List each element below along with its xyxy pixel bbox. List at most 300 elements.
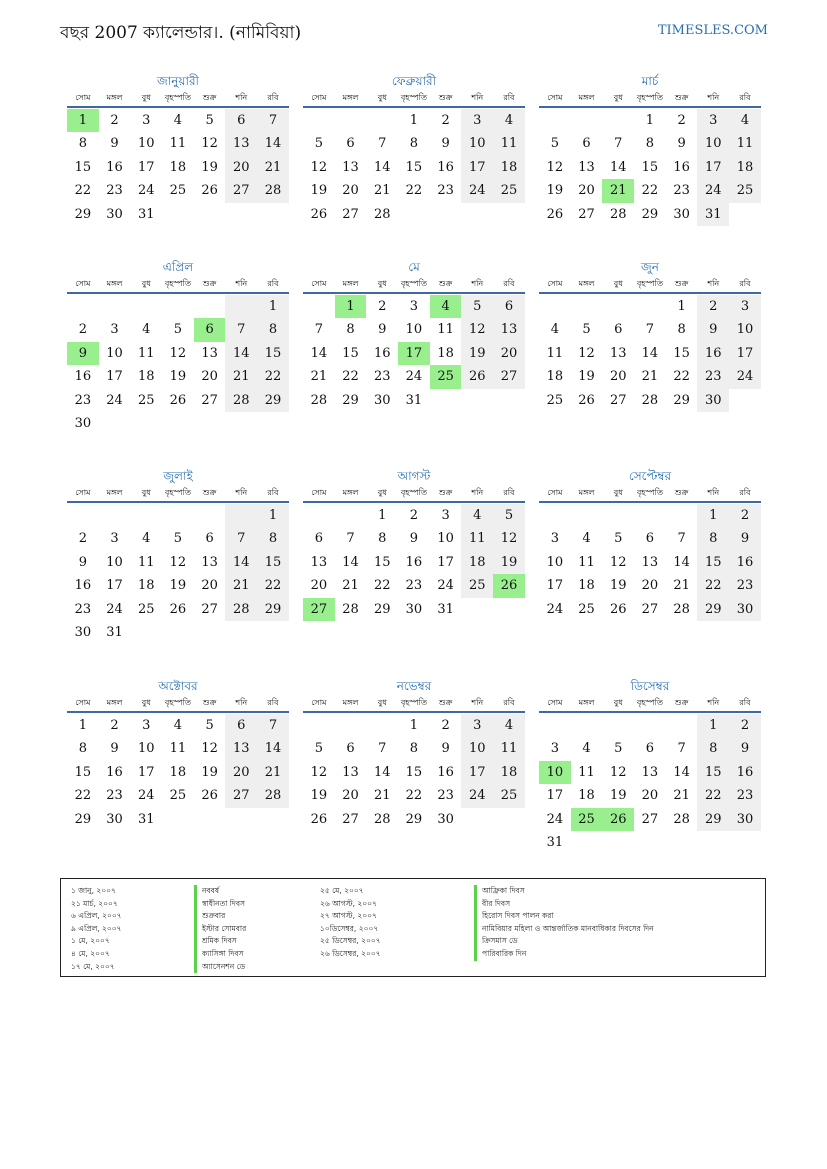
day-cell[interactable]: 27 [225,179,257,202]
day-cell[interactable]: 24 [697,179,729,202]
day-cell[interactable]: 16 [697,342,729,365]
day-cell[interactable]: 7 [645,322,655,338]
day-cell[interactable]: 14 [373,159,391,175]
day-cell[interactable]: 26 [602,808,634,831]
day-cell[interactable]: 27 [641,601,659,617]
day-cell[interactable]: 24 [106,392,123,408]
day-cell[interactable]: 6 [225,109,257,132]
day-cell[interactable]: 12 [493,527,525,550]
day-cell[interactable]: 22 [74,183,92,199]
day-cell[interactable]: 9 [110,741,119,757]
day-cell[interactable]: 4 [493,109,525,132]
day-cell[interactable]: 17 [437,554,454,570]
day-cell[interactable]: 13 [201,554,218,570]
day-cell[interactable]: 17 [137,764,155,780]
day-cell[interactable]: 11 [493,737,525,760]
day-cell[interactable]: 30 [673,206,690,222]
day-cell[interactable]: 23 [673,183,690,199]
day-cell[interactable]: 25 [493,179,525,202]
day-cell[interactable]: 24 [546,811,564,827]
day-cell[interactable]: 19 [609,578,627,594]
day-cell[interactable]: 31 [546,834,564,850]
day-cell[interactable]: 17 [106,369,123,385]
day-cell[interactable]: 25 [169,788,187,804]
day-cell[interactable]: 21 [673,788,690,804]
day-cell[interactable]: 18 [169,159,187,175]
day-cell[interactable]: 13 [225,737,257,760]
day-cell[interactable]: 19 [310,788,328,804]
day-cell[interactable]: 17 [106,578,123,594]
day-cell[interactable]: 21 [342,578,359,594]
day-cell[interactable]: 10 [137,741,155,757]
day-cell[interactable]: 4 [582,741,591,757]
day-cell[interactable]: 1 [257,504,289,527]
day-cell[interactable]: 31 [405,392,423,408]
day-cell[interactable]: 25 [430,365,462,388]
day-cell[interactable]: 12 [310,159,328,175]
day-cell[interactable]: 28 [342,601,359,617]
day-cell[interactable]: 29 [673,392,690,408]
day-cell[interactable]: 19 [493,551,525,574]
day-cell[interactable]: 9 [78,554,87,570]
day-cell[interactable]: 30 [74,415,92,431]
day-cell[interactable]: 27 [342,206,359,222]
day-cell[interactable]: 11 [137,345,155,361]
day-cell[interactable]: 15 [74,159,92,175]
day-cell[interactable]: 15 [74,764,92,780]
day-cell[interactable]: 6 [225,714,257,737]
day-cell[interactable]: 19 [310,183,328,199]
day-cell[interactable]: 14 [641,345,659,361]
day-cell[interactable]: 20 [225,761,257,784]
day-cell[interactable]: 11 [578,554,595,570]
day-cell[interactable]: 4 [430,295,462,318]
day-cell[interactable]: 25 [137,601,155,617]
day-cell[interactable]: 13 [225,132,257,155]
day-cell[interactable]: 7 [677,741,686,757]
day-cell[interactable]: 31 [437,601,454,617]
day-cell[interactable]: 17 [137,159,155,175]
day-cell[interactable]: 5 [550,136,559,152]
day-cell[interactable]: 5 [493,504,525,527]
day-cell[interactable]: 17 [461,761,493,784]
day-cell[interactable]: 10 [729,318,761,341]
day-cell[interactable]: 20 [641,578,659,594]
day-cell[interactable]: 5 [614,531,623,547]
day-cell[interactable]: 22 [641,183,659,199]
day-cell[interactable]: 17 [697,156,729,179]
day-cell[interactable]: 31 [137,206,155,222]
day-cell[interactable]: 28 [641,392,659,408]
day-cell[interactable]: 2 [441,718,450,733]
day-cell[interactable]: 26 [546,206,564,222]
day-cell[interactable]: 11 [729,132,761,155]
day-cell[interactable]: 2 [110,113,119,128]
day-cell[interactable]: 16 [437,764,454,780]
day-cell[interactable]: 7 [378,741,387,757]
day-cell[interactable]: 22 [697,574,729,597]
day-cell[interactable]: 22 [697,784,729,807]
day-cell[interactable]: 13 [201,345,218,361]
day-cell[interactable]: 23 [437,788,454,804]
day-cell[interactable]: 8 [346,322,355,338]
day-cell[interactable]: 9 [441,136,450,152]
day-cell[interactable]: 3 [550,741,559,757]
day-cell[interactable]: 27 [641,811,659,827]
day-cell[interactable]: 5 [205,113,214,128]
day-cell[interactable]: 15 [405,159,423,175]
day-cell[interactable]: 5 [314,136,323,152]
day-cell[interactable]: 9 [409,531,419,547]
day-cell[interactable]: 28 [257,179,289,202]
day-cell[interactable]: 4 [582,531,591,547]
day-cell[interactable]: 1 [378,508,387,523]
day-cell[interactable]: 19 [201,159,218,175]
day-cell[interactable]: 20 [641,788,659,804]
day-cell[interactable]: 12 [578,345,595,361]
day-cell[interactable]: 22 [257,574,289,597]
day-cell[interactable]: 3 [142,113,151,128]
day-cell[interactable]: 23 [106,788,123,804]
day-cell[interactable]: 10 [437,531,454,547]
day-cell[interactable]: 3 [110,531,119,547]
day-cell[interactable]: 8 [257,318,289,341]
day-cell[interactable]: 26 [493,574,525,597]
day-cell[interactable]: 13 [310,554,328,570]
day-cell[interactable]: 16 [673,159,690,175]
day-cell[interactable]: 10 [137,136,155,152]
day-cell[interactable]: 11 [461,527,493,550]
day-cell[interactable]: 21 [225,365,257,388]
day-cell[interactable]: 25 [578,601,595,617]
day-cell[interactable]: 30 [373,392,391,408]
day-cell[interactable]: 31 [697,203,729,226]
day-cell[interactable]: 1 [697,504,729,527]
day-cell[interactable]: 8 [677,322,686,338]
day-cell[interactable]: 17 [461,156,493,179]
day-cell[interactable]: 1 [257,295,289,318]
day-cell[interactable]: 13 [609,345,627,361]
day-cell[interactable]: 20 [225,156,257,179]
day-cell[interactable]: 10 [697,132,729,155]
day-cell[interactable]: 2 [677,113,686,128]
day-cell[interactable]: 5 [205,718,214,733]
day-cell[interactable]: 6 [582,136,591,152]
day-cell[interactable]: 11 [493,132,525,155]
day-cell[interactable]: 19 [546,183,564,199]
day-cell[interactable]: 5 [173,531,183,547]
day-cell[interactable]: 28 [673,601,690,617]
day-cell[interactable]: 11 [169,136,187,152]
day-cell[interactable]: 12 [609,554,627,570]
day-cell[interactable]: 1 [335,295,367,318]
day-cell[interactable]: 8 [645,136,655,152]
day-cell[interactable]: 11 [169,741,187,757]
day-cell[interactable]: 11 [137,554,155,570]
day-cell[interactable]: 15 [697,551,729,574]
day-cell[interactable]: 18 [169,764,187,780]
day-cell[interactable]: 6 [645,741,655,757]
day-cell[interactable]: 1 [67,109,99,132]
day-cell[interactable]: 30 [74,624,92,640]
day-cell[interactable]: 25 [546,392,564,408]
day-cell[interactable]: 13 [578,159,595,175]
day-cell[interactable]: 12 [169,554,187,570]
day-cell[interactable]: 29 [373,601,391,617]
day-cell[interactable]: 29 [74,811,92,827]
day-cell[interactable]: 16 [373,345,391,361]
day-cell[interactable]: 23 [729,574,761,597]
day-cell[interactable]: 29 [697,598,729,621]
day-cell[interactable]: 22 [673,369,690,385]
day-cell[interactable]: 20 [493,342,525,365]
day-cell[interactable]: 2 [378,299,387,314]
day-cell[interactable]: 7 [378,136,387,152]
day-cell[interactable]: 28 [310,392,328,408]
day-cell[interactable]: 17 [546,578,564,594]
day-cell[interactable]: 30 [697,389,729,412]
day-cell[interactable]: 9 [677,136,686,152]
day-cell[interactable]: 21 [257,156,289,179]
day-cell[interactable]: 25 [571,808,603,831]
day-cell[interactable]: 30 [437,811,454,827]
day-cell[interactable]: 28 [609,206,627,222]
day-cell[interactable]: 20 [578,183,595,199]
day-cell[interactable]: 4 [173,113,183,128]
day-cell[interactable]: 2 [78,531,87,547]
day-cell[interactable]: 18 [461,551,493,574]
day-cell[interactable]: 10 [106,554,123,570]
day-cell[interactable]: 25 [169,183,187,199]
day-cell[interactable]: 22 [373,578,391,594]
day-cell[interactable]: 22 [342,369,359,385]
day-cell[interactable]: 1 [78,718,87,733]
day-cell[interactable]: 19 [201,764,218,780]
day-cell[interactable]: 24 [137,788,155,804]
day-cell[interactable]: 25 [137,392,155,408]
day-cell[interactable]: 12 [609,764,627,780]
day-cell[interactable]: 30 [106,206,123,222]
day-cell[interactable]: 15 [373,554,391,570]
day-cell[interactable]: 15 [405,764,423,780]
day-cell[interactable]: 2 [409,508,419,523]
day-cell[interactable]: 18 [137,369,155,385]
day-cell[interactable]: 28 [673,811,690,827]
day-cell[interactable]: 26 [609,601,627,617]
day-cell[interactable]: 30 [729,808,761,831]
day-cell[interactable]: 7 [257,109,289,132]
day-cell[interactable]: 12 [201,741,218,757]
day-cell[interactable]: 18 [578,578,595,594]
day-cell[interactable]: 10 [546,554,564,570]
day-cell[interactable]: 3 [550,531,559,547]
day-cell[interactable]: 5 [173,322,183,338]
day-cell[interactable]: 29 [641,206,659,222]
day-cell[interactable]: 21 [373,788,391,804]
day-cell[interactable]: 14 [257,132,289,155]
day-cell[interactable]: 4 [461,504,493,527]
day-cell[interactable]: 20 [201,578,218,594]
day-cell[interactable]: 21 [641,369,659,385]
day-cell[interactable]: 23 [373,369,391,385]
day-cell[interactable]: 14 [225,342,257,365]
day-cell[interactable]: 22 [74,788,92,804]
day-cell[interactable]: 18 [137,578,155,594]
day-cell[interactable]: 4 [729,109,761,132]
day-cell[interactable]: 27 [609,392,627,408]
day-cell[interactable]: 7 [225,527,257,550]
day-cell[interactable]: 15 [257,551,289,574]
day-cell[interactable]: 8 [257,527,289,550]
day-cell[interactable]: 22 [405,183,423,199]
day-cell[interactable]: 6 [645,531,655,547]
day-cell[interactable]: 10 [405,322,423,338]
day-cell[interactable]: 26 [461,365,493,388]
day-cell[interactable]: 4 [493,714,525,737]
day-cell[interactable]: 6 [194,318,226,341]
day-cell[interactable]: 25 [493,784,525,807]
day-cell[interactable]: 16 [106,764,123,780]
day-cell[interactable]: 21 [673,578,690,594]
day-cell[interactable]: 20 [201,369,218,385]
day-cell[interactable]: 12 [461,318,493,341]
day-cell[interactable]: 4 [142,531,151,547]
day-cell[interactable]: 14 [225,551,257,574]
day-cell[interactable]: 7 [677,531,686,547]
day-cell[interactable]: 29 [405,811,423,827]
day-cell[interactable]: 7 [314,322,323,338]
day-cell[interactable]: 26 [578,392,595,408]
day-cell[interactable]: 30 [405,601,423,617]
day-cell[interactable]: 16 [405,554,423,570]
day-cell[interactable]: 23 [74,601,92,617]
day-cell[interactable]: 27 [201,601,218,617]
day-cell[interactable]: 8 [409,136,419,152]
day-cell[interactable]: 13 [342,159,359,175]
day-cell[interactable]: 21 [257,761,289,784]
day-cell[interactable]: 29 [257,598,289,621]
day-cell[interactable]: 26 [310,206,328,222]
day-cell[interactable]: 10 [461,737,493,760]
day-cell[interactable]: 26 [169,392,187,408]
day-cell[interactable]: 28 [257,784,289,807]
day-cell[interactable]: 23 [697,365,729,388]
day-cell[interactable]: 26 [310,811,328,827]
day-cell[interactable]: 7 [614,136,623,152]
day-cell[interactable]: 29 [342,392,359,408]
day-cell[interactable]: 14 [373,764,391,780]
day-cell[interactable]: 12 [201,136,218,152]
site-link[interactable]: TIMESLES.COM [657,23,768,38]
day-cell[interactable]: 29 [697,808,729,831]
day-cell[interactable]: 6 [346,741,355,757]
day-cell[interactable]: 22 [257,365,289,388]
day-cell[interactable]: 28 [225,598,257,621]
day-cell[interactable]: 20 [342,788,359,804]
day-cell[interactable]: 18 [578,788,595,804]
day-cell[interactable]: 9 [378,322,387,338]
day-cell[interactable]: 22 [405,788,423,804]
day-cell[interactable]: 26 [201,788,218,804]
day-cell[interactable]: 9 [729,527,761,550]
day-cell[interactable]: 8 [78,136,87,152]
day-cell[interactable]: 3 [409,299,419,314]
day-cell[interactable]: 31 [106,624,123,640]
day-cell[interactable]: 24 [546,601,564,617]
day-cell[interactable]: 6 [205,531,214,547]
day-cell[interactable]: 1 [409,718,419,733]
day-cell[interactable]: 15 [697,761,729,784]
day-cell[interactable]: 24 [461,784,493,807]
day-cell[interactable]: 6 [346,136,355,152]
day-cell[interactable]: 9 [441,741,450,757]
day-cell[interactable]: 19 [609,788,627,804]
day-cell[interactable]: 14 [673,764,690,780]
day-cell[interactable]: 20 [310,578,328,594]
day-cell[interactable]: 4 [173,718,183,733]
day-cell[interactable]: 16 [437,159,454,175]
day-cell[interactable]: 28 [373,206,391,222]
day-cell[interactable]: 15 [257,342,289,365]
day-cell[interactable]: 29 [257,389,289,412]
day-cell[interactable]: 1 [697,714,729,737]
day-cell[interactable]: 23 [106,183,123,199]
day-cell[interactable]: 28 [225,389,257,412]
day-cell[interactable]: 16 [729,761,761,784]
day-cell[interactable]: 21 [373,183,391,199]
day-cell[interactable]: 25 [461,574,493,597]
day-cell[interactable]: 3 [142,718,151,733]
day-cell[interactable]: 5 [614,741,623,757]
day-cell[interactable]: 5 [314,741,323,757]
day-cell[interactable]: 3 [461,109,493,132]
day-cell[interactable]: 24 [461,179,493,202]
day-cell[interactable]: 19 [578,369,595,385]
day-cell[interactable]: 16 [729,551,761,574]
day-cell[interactable]: 15 [641,159,659,175]
day-cell[interactable]: 24 [437,578,454,594]
day-cell[interactable]: 21 [225,574,257,597]
day-cell[interactable]: 2 [697,295,729,318]
day-cell[interactable]: 10 [106,345,123,361]
day-cell[interactable]: 8 [78,741,87,757]
day-cell[interactable]: 10 [539,761,571,784]
day-cell[interactable]: 8 [378,531,387,547]
day-cell[interactable]: 16 [106,159,123,175]
day-cell[interactable]: 24 [729,365,761,388]
day-cell[interactable]: 19 [169,578,187,594]
day-cell[interactable]: 13 [641,554,659,570]
day-cell[interactable]: 5 [582,322,591,338]
day-cell[interactable]: 2 [729,504,761,527]
day-cell[interactable]: 3 [110,322,119,338]
day-cell[interactable]: 28 [373,811,391,827]
day-cell[interactable]: 6 [493,295,525,318]
day-cell[interactable]: 11 [437,322,454,338]
day-cell[interactable]: 3 [729,295,761,318]
day-cell[interactable]: 14 [342,554,359,570]
day-cell[interactable]: 8 [697,527,729,550]
day-cell[interactable]: 30 [106,811,123,827]
day-cell[interactable]: 14 [257,737,289,760]
day-cell[interactable]: 26 [201,183,218,199]
day-cell[interactable]: 1 [645,113,655,128]
day-cell[interactable]: 27 [493,365,525,388]
day-cell[interactable]: 1 [409,113,419,128]
day-cell[interactable]: 7 [257,714,289,737]
day-cell[interactable]: 5 [461,295,493,318]
day-cell[interactable]: 1 [677,299,686,314]
